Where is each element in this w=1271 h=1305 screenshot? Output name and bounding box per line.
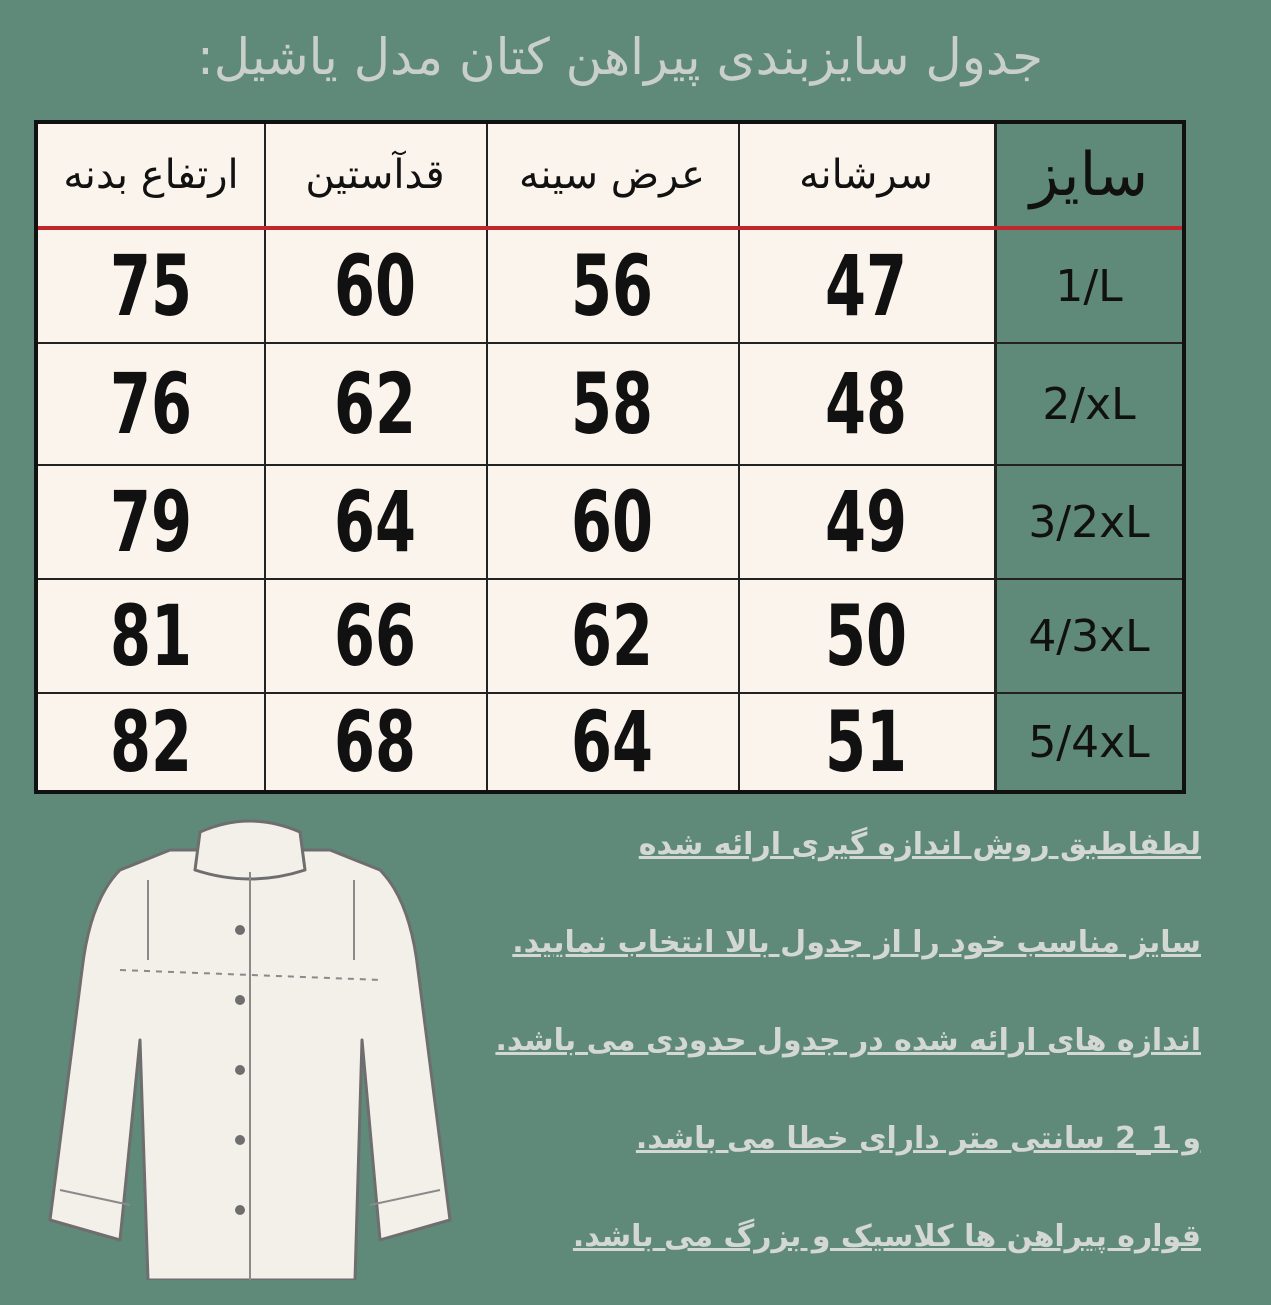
cell-size: 3/2xL xyxy=(1028,496,1150,548)
cell-shoulder: 51 xyxy=(824,693,908,791)
page-title: جدول سایزبندی پیراهن کتان مدل یاشیل: xyxy=(196,28,1044,86)
cell-sleeve-length: 68 xyxy=(333,693,417,791)
note-line: اندازه های ارائه شده در جدول حدودی می باشد. xyxy=(495,1023,1201,1058)
cell-body-length: 82 xyxy=(109,693,193,791)
cell-size: 4/3xL xyxy=(1028,610,1150,662)
cell-shoulder: 47 xyxy=(824,237,908,335)
cell-sleeve-length: 60 xyxy=(333,237,417,335)
cell-chest-width: 64 xyxy=(570,693,654,791)
cell-chest-width: 60 xyxy=(570,473,654,571)
cell-sleeve-length: 66 xyxy=(333,587,417,685)
header-body-length: ارتفاع بدنه xyxy=(63,152,239,198)
note-line: سایز مناسب خود را از جدول بالا انتخاب نمایید. xyxy=(512,925,1201,960)
cell-body-length: 76 xyxy=(109,355,193,453)
cell-body-length: 81 xyxy=(109,587,193,685)
note-line: و 1_2 سانتی متر دارای خطا می باشد. xyxy=(635,1121,1201,1156)
header-size: سایز xyxy=(1029,140,1149,210)
cell-size: 1/L xyxy=(1055,260,1123,312)
cell-size: 2/xL xyxy=(1042,378,1136,430)
cell-chest-width: 56 xyxy=(570,237,654,335)
header-sleeve-length: قدآستین xyxy=(305,152,445,198)
size-table xyxy=(34,120,1186,794)
cell-sleeve-length: 64 xyxy=(333,473,417,571)
header-chest-width: عرض سینه xyxy=(518,152,706,198)
cell-shoulder: 50 xyxy=(824,587,908,685)
cell-shoulder: 49 xyxy=(824,473,908,571)
cell-body-length: 75 xyxy=(109,237,193,335)
shirt-diagram xyxy=(20,810,480,1280)
cell-chest-width: 62 xyxy=(570,587,654,685)
cell-sleeve-length: 62 xyxy=(333,355,417,453)
note-line: قواره پیراهن ها کلاسیک و بزرگ می باشد. xyxy=(572,1219,1201,1254)
cell-chest-width: 58 xyxy=(570,355,654,453)
cell-body-length: 79 xyxy=(109,473,193,571)
header-shoulder: سرشانه xyxy=(799,152,933,198)
cell-size: 5/4xL xyxy=(1028,716,1150,768)
notes-list xyxy=(441,815,1201,1305)
cell-shoulder: 48 xyxy=(824,355,908,453)
note-line: لطفاطبق روش اندازه گیری ارائه شده xyxy=(638,827,1201,862)
